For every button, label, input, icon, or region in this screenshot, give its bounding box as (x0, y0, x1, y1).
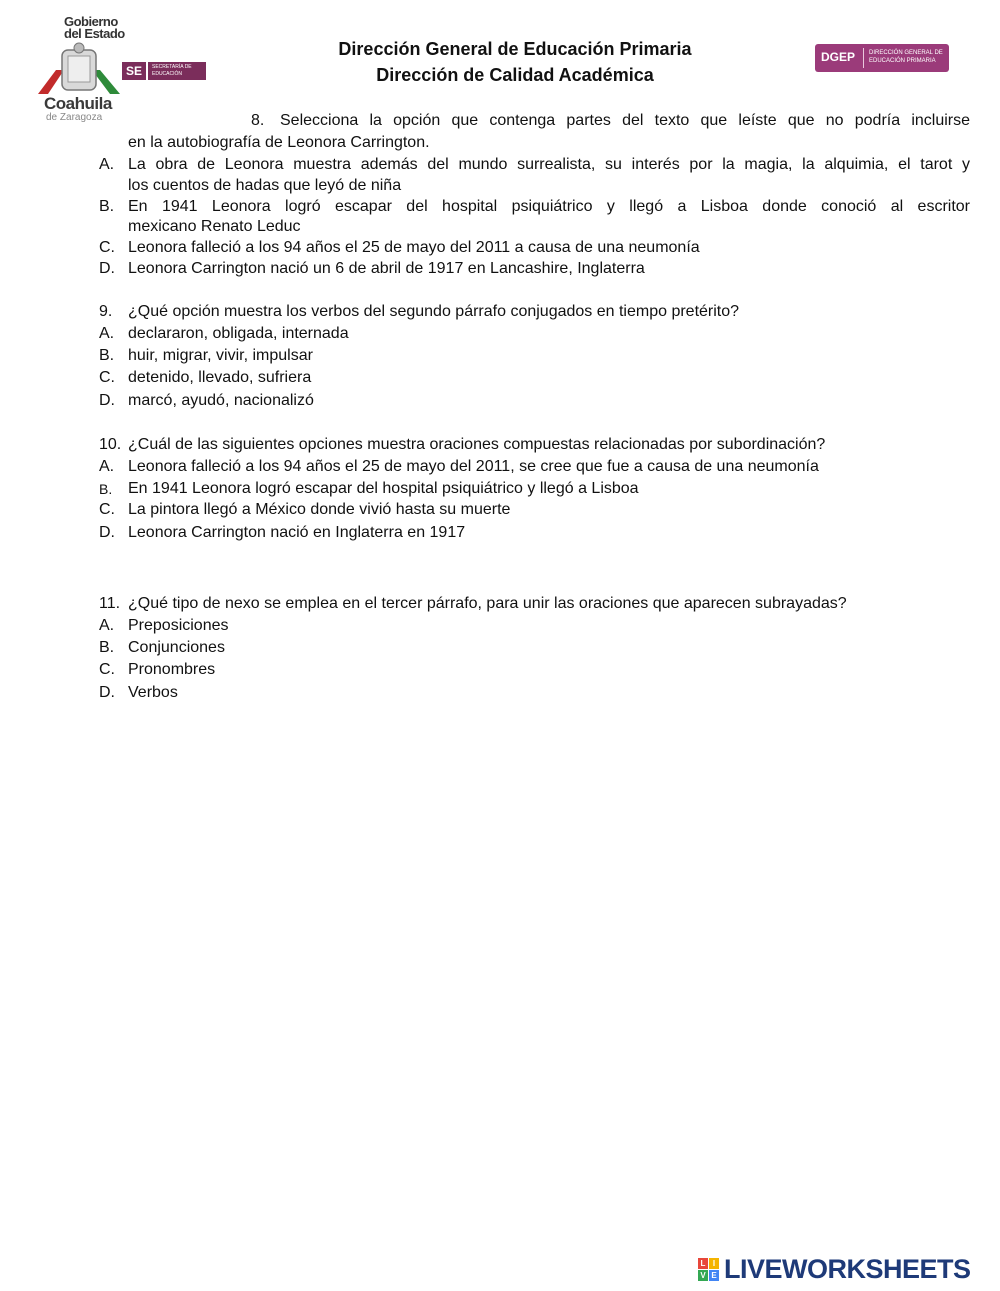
option-letter: A. (99, 458, 115, 475)
option-letter: D. (99, 524, 115, 541)
question-number: 11. (99, 595, 121, 612)
gobierno-text: Gobierno del Estado (64, 14, 125, 41)
question-number: 9. (99, 303, 113, 320)
option-letter: A. (99, 156, 115, 173)
option-text[interactable]: declararon, obligada, internada (128, 325, 349, 342)
dgep-logo (815, 44, 949, 72)
block-i: I (709, 1258, 719, 1269)
option-text[interactable]: Pronombres (128, 661, 216, 678)
option-text[interactable]: Conjunciones (128, 639, 225, 656)
liveworksheets-wordmark: LIVEWORKSHEETS (724, 1254, 971, 1284)
dgep-separator (863, 48, 864, 68)
option-letter: D. (99, 260, 115, 277)
option-text[interactable]: Verbos (128, 684, 178, 701)
block-v: V (698, 1270, 708, 1281)
option-letter: D. (99, 684, 115, 701)
question-text: Selecciona la opción que contenga partes del texto que leíste que no podría incluirse (280, 112, 970, 129)
question-text: ¿Qué tipo de nexo se emplea en el tercer párrafo, para unir las oraciones que aparecen subrayadas? (128, 595, 847, 612)
option-text[interactable]: En 1941 Leonora logró escapar del hospital psiquiátrico y llegó a Lisboa donde conoció al escritor (128, 198, 970, 215)
dgep-subtitle: DIRECCIÓN GENERAL DE EDUCACIÓN PRIMARIA (869, 50, 943, 64)
question-text-cont: en la autobiografía de Leonora Carrington. (128, 134, 430, 151)
option-letter: C. (99, 239, 115, 256)
option-letter: B. (99, 639, 115, 656)
option-letter: B. (99, 481, 113, 497)
option-letter: C. (99, 501, 115, 518)
option-letter: C. (99, 369, 115, 386)
question-text: ¿Qué opción muestra los verbos del segundo párrafo conjugados en tiempo pretérito? (128, 303, 740, 320)
title-line-1: Dirección General de Educación Primaria (338, 39, 692, 59)
option-text[interactable]: La obra de Leonora muestra además del mundo surrealista, su interés por la magia, la alquimia, el tarot y (128, 156, 970, 173)
option-text[interactable]: Leonora falleció a los 94 años el 25 de mayo del 2011 a causa de una neumonía (128, 239, 700, 256)
dgep-text: DGEP (821, 50, 856, 64)
coahuila-text: Coahuila (44, 94, 112, 113)
option-letter: A. (99, 325, 115, 342)
option-text[interactable]: Leonora Carrington nació un 6 de abril de 1917 en Lancashire, Inglaterra (128, 260, 645, 277)
option-letter: B. (99, 198, 115, 215)
option-text[interactable]: Preposiciones (128, 617, 229, 634)
option-letter: B. (99, 347, 115, 364)
block-e: E (709, 1270, 719, 1281)
option-letter: D. (99, 392, 115, 409)
title-line-2: Dirección de Calidad Académica (376, 65, 654, 85)
option-text-cont: los cuentos de hadas que leyó de niña (128, 177, 402, 194)
question-number: 8. (251, 112, 265, 129)
option-text[interactable]: La pintora llegó a México donde vivió hasta su muerte (128, 501, 511, 518)
zaragoza-text: de Zaragoza (46, 112, 103, 123)
option-text[interactable]: En 1941 Leonora logró escapar del hospital psiquiátrico y llegó a Lisboa (128, 480, 639, 497)
option-text[interactable]: huir, migrar, vivir, impulsar (128, 347, 313, 364)
option-letter: A. (99, 617, 115, 634)
question-number: 10. (99, 436, 122, 453)
option-text[interactable]: Leonora Carrington nació en Inglaterra en 1917 (128, 524, 466, 541)
option-letter: C. (99, 661, 115, 678)
block-l: L (698, 1258, 708, 1269)
coahuila-government-logo (30, 14, 215, 126)
option-text[interactable]: Leonora falleció a los 94 años el 25 de mayo del 2011, se cree que fue a causa de una neumonía (128, 458, 819, 475)
se-subtitle: SECRETARÍA DE EDUCACIÓN (148, 62, 206, 80)
liveworksheets-blocks-icon (698, 1258, 720, 1282)
page-title (250, 36, 780, 88)
option-text[interactable]: marcó, ayudó, nacionalizó (128, 392, 314, 409)
se-badge: SE (122, 62, 146, 80)
question-text: ¿Cuál de las siguientes opciones muestra oraciones compuestas relacionadas por subordinación? (128, 436, 826, 453)
option-text[interactable]: detenido, llevado, sufriera (128, 369, 312, 386)
option-text-cont: mexicano Renato Leduc (128, 218, 301, 235)
